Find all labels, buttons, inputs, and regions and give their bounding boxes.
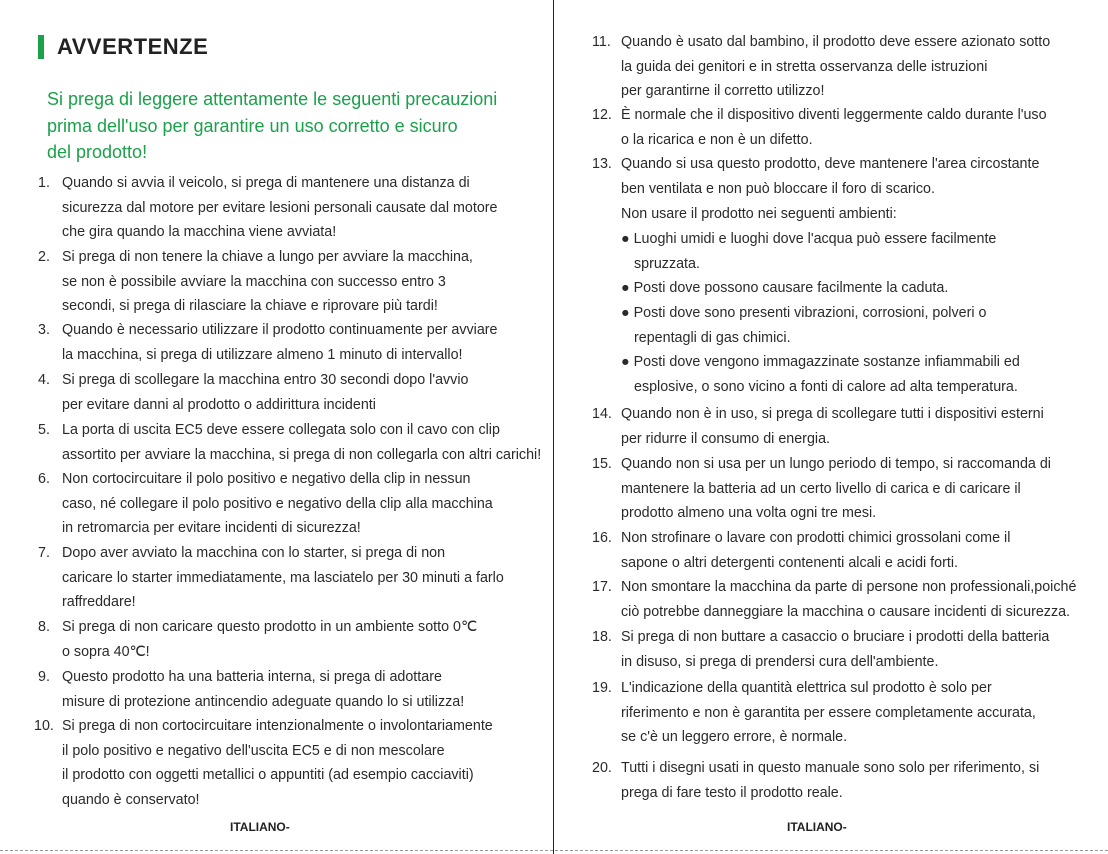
item-line: Tutti i disegni usati in questo manuale sono solo per riferimento, si [621, 760, 1040, 776]
list-item [592, 103, 1047, 152]
item-line: ciò potrebbe danneggiare la macchina o causare incidenti di sicurezza. [621, 603, 1071, 620]
item-line: sapone o altri detergenti contenenti alcali e acidi forti. [621, 554, 958, 571]
list-item [592, 575, 1076, 624]
list-item [38, 665, 464, 714]
item-number: 15. [592, 456, 612, 472]
item-line: per ridurre il consumo di energia. [621, 430, 830, 447]
intro-line: del prodotto! [47, 142, 148, 162]
item-text [62, 171, 497, 245]
item-line: Quando non si usa per un lungo periodo di tempo, si raccomanda di [621, 456, 1051, 472]
title-row [38, 34, 208, 60]
bullet-item [621, 350, 1020, 399]
item-line: La porta di uscita EC5 deve essere collegata solo con il cavo con clip [62, 422, 500, 438]
right-page [555, 0, 1108, 854]
item-line: misure di protezione antincendio adeguate quando lo si utilizza! [62, 693, 465, 710]
item-line: mantenere la batteria ad un certo livello di carica e di caricare il [621, 480, 1021, 497]
page-footer: ITALIANO- [787, 820, 847, 834]
item-line: assortito per avviare la macchina, si prega di non collegarla con altri carichi! [62, 446, 542, 463]
item-line: se c'è un leggero errore, è normale. [621, 729, 848, 746]
item-number: 6. [38, 471, 50, 487]
item-text [621, 625, 1049, 674]
item-text [62, 665, 464, 714]
bullet-item [621, 276, 948, 301]
item-number: 5. [38, 422, 50, 438]
item-number: 14. [592, 406, 612, 422]
item-line: o sopra 40℃! [62, 643, 150, 660]
item-line: Quando si usa questo prodotto, deve mantenere l'area circostante [621, 156, 1040, 172]
list-item [38, 318, 498, 367]
item-line: Si prega di scollegare la macchina entro 30 secondi dopo l'avvio [62, 372, 469, 388]
intro-line: Si prega di leggere attentamente le seguenti precauzioni [47, 89, 498, 109]
item-line: L'indicazione della quantità elettrica sul prodotto è solo per [621, 680, 992, 696]
item-line: Non strofinare o lavare con prodotti chimici grossolani come il [621, 530, 1011, 546]
item-number: 20. [592, 760, 612, 776]
item-text [62, 714, 493, 812]
item-text [621, 103, 1047, 152]
item-line: quando è conservato! [62, 791, 200, 808]
item-text [62, 467, 493, 541]
list-item [38, 467, 493, 541]
item-line: per evitare danni al prodotto o addirittura incidenti [62, 396, 376, 413]
item-number: 3. [38, 322, 50, 338]
item-line: se non è possibile avviare la macchina con successo entro 3 [62, 273, 446, 290]
item-text [62, 245, 473, 319]
item-text [62, 541, 504, 615]
item-line: prega di fare testo il prodotto reale. [621, 784, 843, 801]
item-number: 4. [38, 372, 50, 388]
page-divider [553, 0, 554, 854]
item-line: Dopo aver avviato la macchina con lo starter, si prega di non [62, 545, 446, 561]
item-line: prodotto almeno una volta ogni tre mesi. [621, 505, 877, 522]
bullet-line: repentagli di gas chimici. [634, 329, 791, 346]
item-number: 9. [38, 669, 50, 685]
item-line: la guida dei genitori e in stretta osservanza delle istruzioni [621, 58, 988, 75]
item-text [62, 418, 541, 467]
item-13-subheading-text: Non usare il prodotto nei seguenti ambienti: [621, 206, 897, 222]
item-number: 17. [592, 579, 612, 595]
item-line: Si prega di non tenere la chiave a lungo per avviare la macchina, [62, 249, 473, 265]
left-page [0, 0, 553, 854]
item-line: Quando è usato dal bambino, il prodotto deve essere azionato sotto [621, 34, 1051, 50]
item-line: la macchina, si prega di utilizzare almeno 1 minuto di intervallo! [62, 346, 463, 363]
item-text [621, 152, 1039, 201]
item-number: 13. [592, 156, 612, 172]
item-line: in disuso, si prega di prendersi cura dell'ambiente. [621, 653, 939, 670]
item-line: È normale che il dispositivo diventi leggermente caldo durante l'uso [621, 107, 1047, 123]
item-line: raffreddare! [62, 594, 136, 611]
list-item [38, 541, 504, 615]
bottom-dashed-rule [0, 850, 1108, 851]
list-item [38, 615, 477, 664]
item-line: Non smontare la macchina da parte di persone non professionali,poiché [621, 579, 1077, 595]
item-line: il prodotto con oggetti metallici o appuntiti (ad esempio cacciaviti) [62, 767, 474, 784]
list-item [38, 368, 468, 417]
item-number: 16. [592, 530, 612, 546]
list-item [34, 714, 493, 812]
item-text [621, 575, 1076, 624]
bullet-item [621, 227, 996, 276]
item-line: Questo prodotto ha una batteria interna, si prega di adottare [62, 669, 442, 685]
item-number: 11. [592, 34, 611, 50]
item-line: che gira quando la macchina viene avviata! [62, 224, 337, 241]
bullet-line: ● Posti dove sono presenti vibrazioni, corrosioni, polveri o [621, 305, 987, 321]
item-number: 10. [34, 718, 54, 734]
bullet-line: esplosive, o sono vicino a fonti di calore ad alta temperatura. [634, 378, 1018, 395]
item-text [62, 318, 498, 367]
item-number: 19. [592, 680, 612, 696]
item-line: Quando è necessario utilizzare il prodotto continuamente per avviare [62, 322, 498, 338]
item-text [621, 30, 1050, 104]
page-footer: ITALIANO- [230, 820, 290, 834]
item-line: caso, né collegare il polo positivo e negativo della clip alla macchina [62, 495, 493, 512]
item-number: 7. [38, 545, 50, 561]
item-number: 8. [38, 619, 50, 635]
item-line: in retromarcia per evitare incidenti di sicurezza! [62, 520, 361, 537]
item-line: Si prega di non buttare a casaccio o bruciare i prodotti della batteria [621, 629, 1050, 645]
item-text [62, 368, 468, 417]
item-number: 12. [592, 107, 612, 123]
item-number: 18. [592, 629, 612, 645]
item-line: Si prega di non caricare questo prodotto in un ambiente sotto 0℃ [62, 619, 478, 635]
list-item [592, 30, 1050, 104]
item-text [62, 615, 477, 664]
list-item [592, 152, 1039, 201]
intro-text [47, 86, 547, 166]
list-item [592, 625, 1049, 674]
bullet-line: ● Luoghi umidi e luoghi dove l'acqua può essere facilmente [621, 231, 997, 247]
item-number: 2. [38, 249, 50, 265]
item-text [621, 452, 1051, 526]
item-line: Quando non è in uso, si prega di scollegare tutti i dispositivi esterni [621, 406, 1044, 422]
bullet-item [621, 301, 986, 350]
item-text [621, 402, 1044, 451]
list-item [592, 756, 1039, 805]
item-number: 1. [38, 175, 50, 191]
list-item [592, 452, 1051, 526]
list-item [592, 402, 1044, 451]
list-item [592, 676, 1036, 750]
item-line: sicurezza dal motore per evitare lesioni personali causate dal motore [62, 199, 498, 216]
item-text [621, 676, 1036, 750]
item-13-subheading [621, 202, 897, 227]
item-line: ben ventilata e non può bloccare il foro di scarico. [621, 180, 935, 197]
item-line: secondi, si prega di rilasciare la chiave e riprovare più tardi! [62, 298, 438, 315]
item-line: caricare lo starter immediatamente, ma lasciatelo per 30 minuti a farlo [62, 569, 504, 586]
item-line: Si prega di non cortocircuitare intenzionalmente o involontariamente [62, 718, 493, 734]
item-line: Non cortocircuitare il polo positivo e negativo della clip in nessun [62, 471, 471, 487]
title-accent-bar [38, 35, 44, 59]
item-text [621, 526, 1010, 575]
list-item [38, 245, 473, 319]
item-line: per garantirne il corretto utilizzo! [621, 83, 825, 100]
bullet-line: ● Posti dove possono causare facilmente la caduta. [621, 280, 949, 296]
item-line: riferimento e non è garantita per essere completamente accurata, [621, 704, 1036, 721]
list-item [592, 526, 1010, 575]
list-item [38, 171, 497, 245]
item-text [621, 756, 1039, 805]
bullet-line: ● Posti dove vengono immagazzinate sostanze infiammabili ed [621, 354, 1020, 370]
page-title: AVVERTENZE [57, 34, 209, 59]
item-line: Quando si avvia il veicolo, si prega di mantenere una distanza di [62, 175, 470, 191]
list-item [38, 418, 541, 467]
item-line: il polo positivo e negativo dell'uscita EC5 e di non mescolare [62, 742, 445, 759]
intro-line: prima dell'uso per garantire un uso corretto e sicuro [47, 115, 458, 136]
item-line: o la ricarica e non è un difetto. [621, 131, 813, 148]
bullet-line: spruzzata. [634, 255, 700, 272]
